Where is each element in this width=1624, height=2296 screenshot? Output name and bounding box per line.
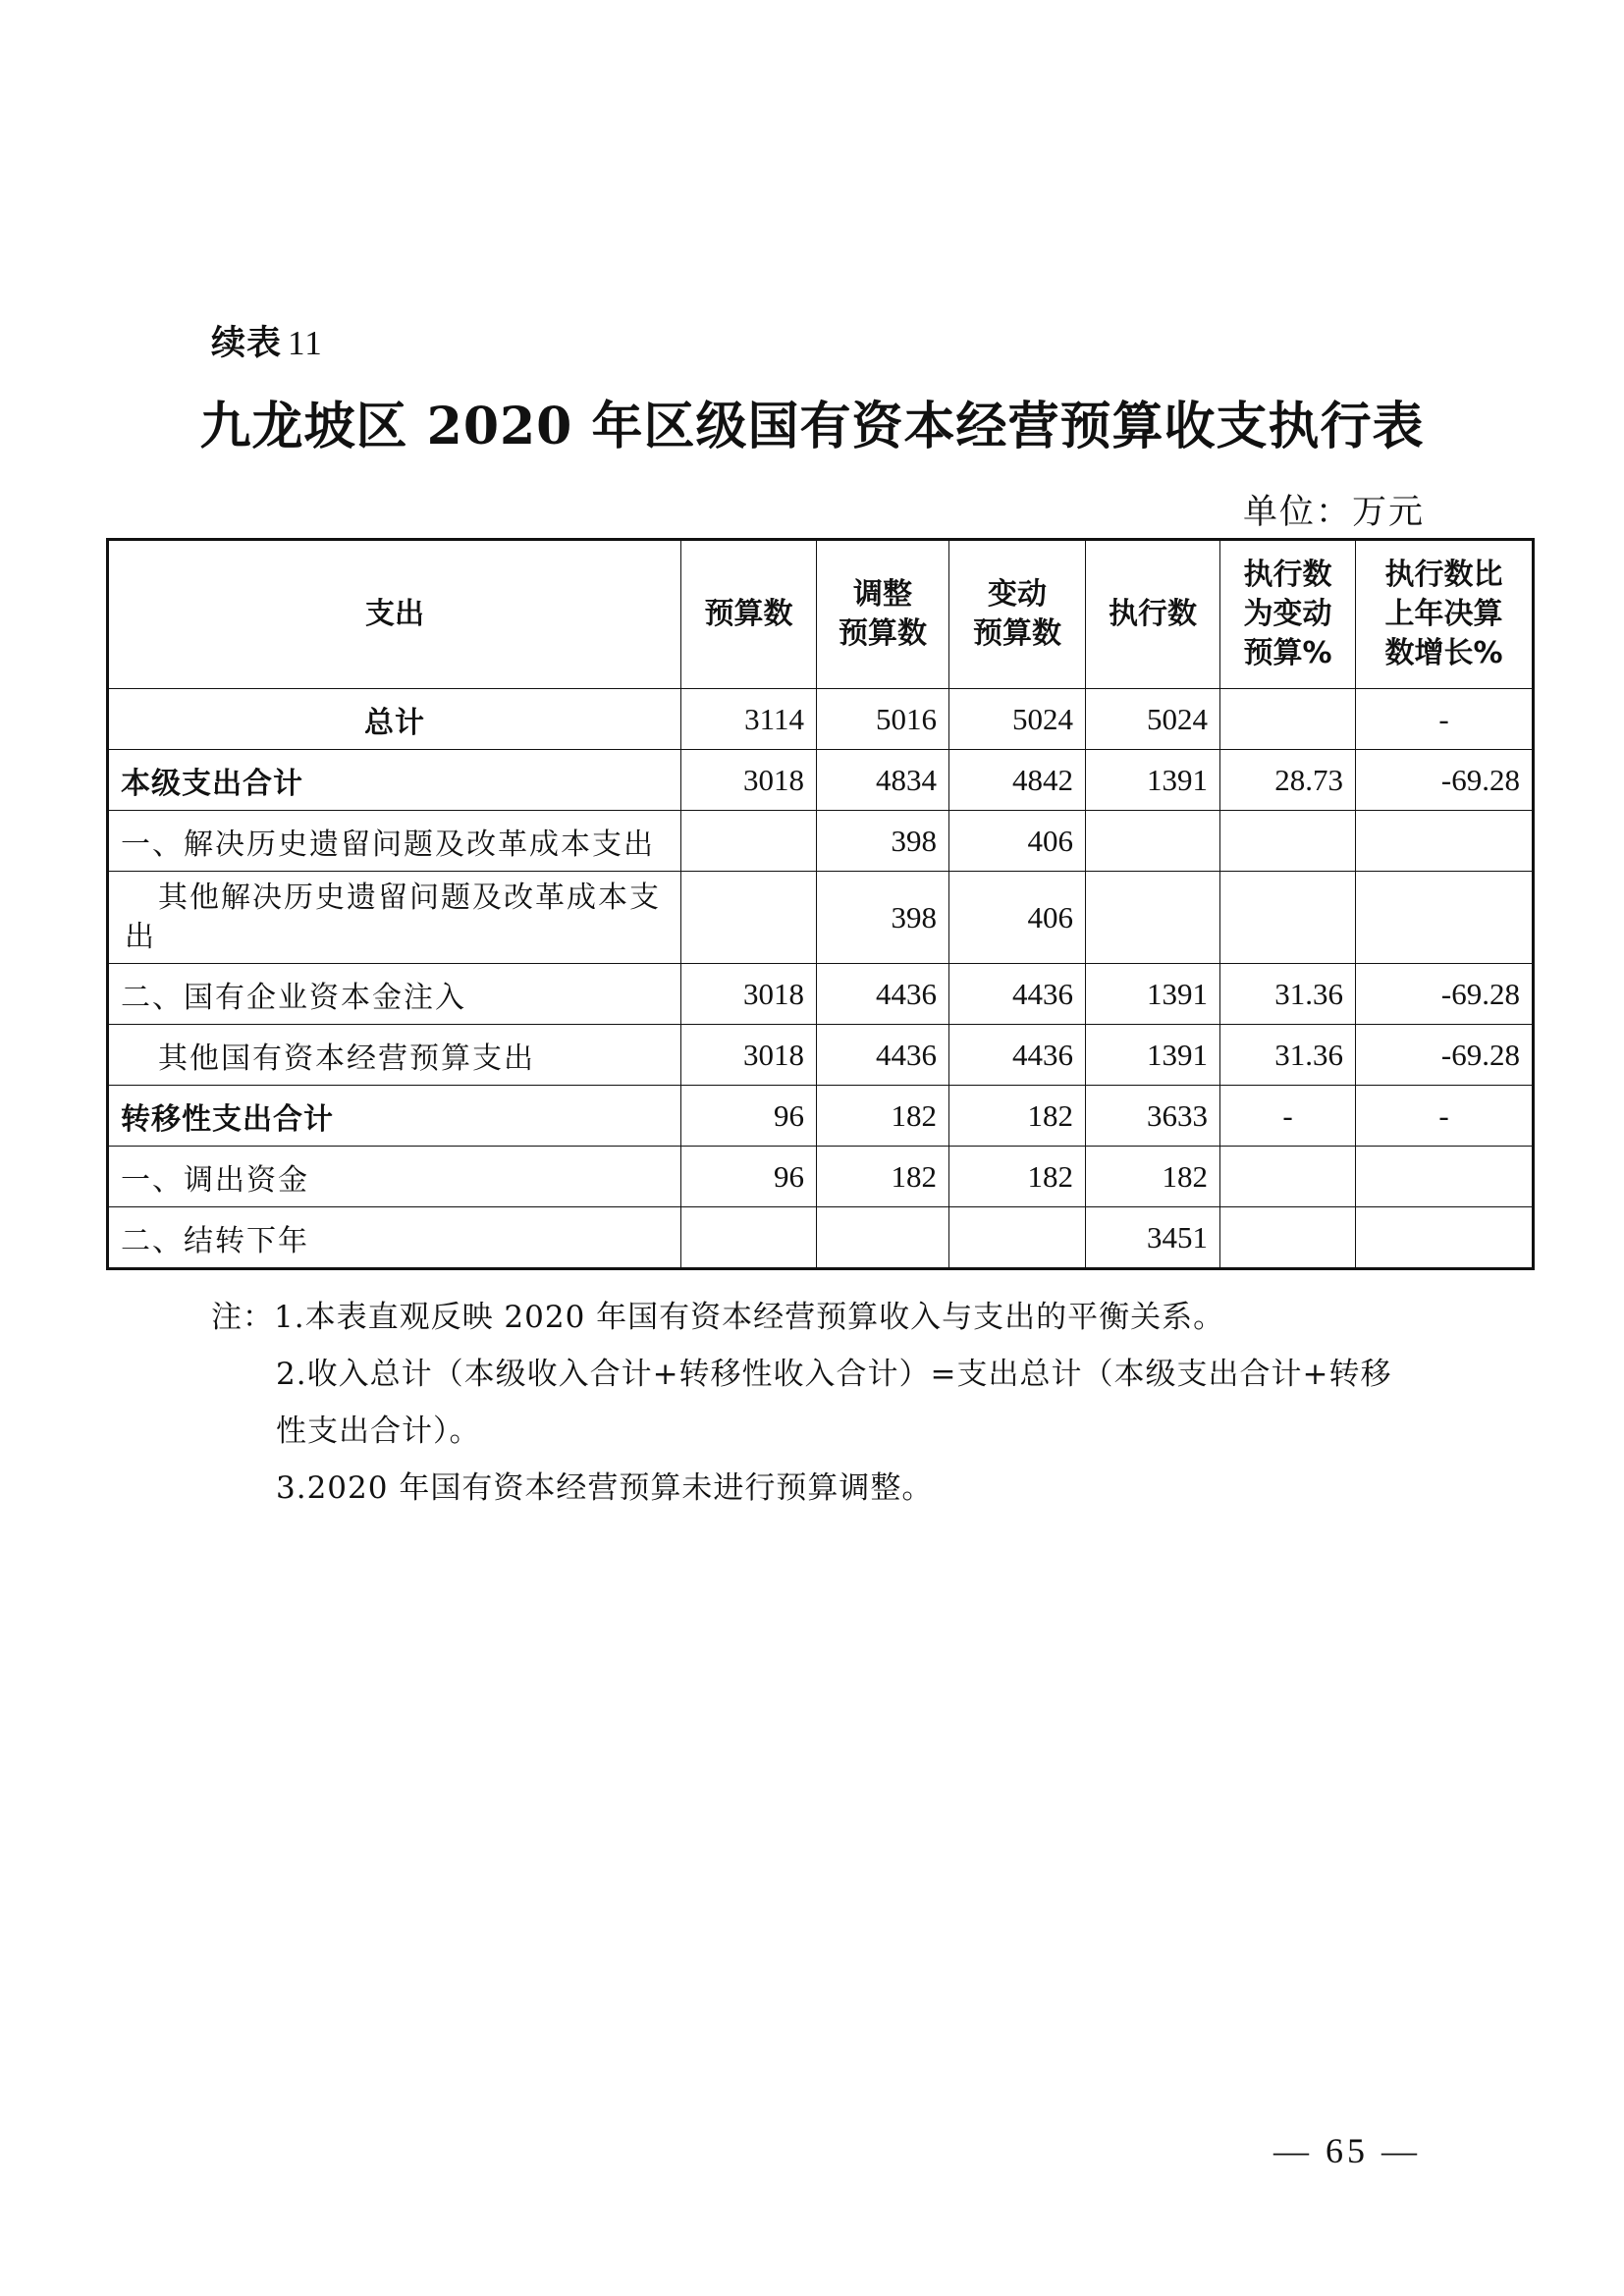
cell-executed: 1391 xyxy=(1086,1025,1220,1086)
cell-growth xyxy=(1356,811,1534,872)
cell-changed xyxy=(949,1207,1086,1269)
cell-pct xyxy=(1220,1147,1356,1207)
cell-executed: 5024 xyxy=(1086,689,1220,750)
col-header-name: 支出 xyxy=(108,540,681,689)
cell-budget: 96 xyxy=(681,1147,817,1207)
cell-executed: 3633 xyxy=(1086,1086,1220,1147)
table-row-total xyxy=(108,689,1534,750)
table-row xyxy=(108,1147,1534,1207)
cell-growth: - xyxy=(1356,1086,1534,1147)
cell-adjusted xyxy=(817,1207,949,1269)
table-row xyxy=(108,964,1534,1025)
cell-adjusted: 398 xyxy=(817,872,949,964)
note-line-2: 2.收入总计（本级收入合计+转移性收入合计）=支出总计（本级支出合计+转移 xyxy=(276,1357,1392,1392)
row-name: 本级支出合计 xyxy=(108,750,681,811)
cell-changed: 4436 xyxy=(949,964,1086,1025)
cell-growth: -69.28 xyxy=(1356,750,1534,811)
cell-executed: 3451 xyxy=(1086,1207,1220,1269)
cell-budget xyxy=(681,872,817,964)
cell-pct: 31.36 xyxy=(1220,1025,1356,1086)
table-row xyxy=(108,1025,1534,1086)
table-notes xyxy=(211,1289,1392,1517)
continued-table-prefix: 续表 xyxy=(211,324,283,363)
cell-growth xyxy=(1356,1147,1534,1207)
row-name: 其他解决历史遗留问题及改革成本支出 xyxy=(108,872,681,964)
cell-adjusted: 4436 xyxy=(817,964,949,1025)
cell-changed: 182 xyxy=(949,1147,1086,1207)
cell-budget xyxy=(681,811,817,872)
cell-changed: 406 xyxy=(949,872,1086,964)
cell-changed: 406 xyxy=(949,811,1086,872)
row-name: 总计 xyxy=(108,689,681,750)
cell-adjusted: 182 xyxy=(817,1086,949,1147)
cell-executed: 182 xyxy=(1086,1147,1220,1207)
cell-changed: 4842 xyxy=(949,750,1086,811)
cell-budget: 3114 xyxy=(681,689,817,750)
budget-execution-table xyxy=(106,538,1535,1270)
cell-changed: 4436 xyxy=(949,1025,1086,1086)
row-name: 一、解决历史遗留问题及改革成本支出 xyxy=(108,811,681,872)
col-header-pct: 执行数 为变动 预算% xyxy=(1220,540,1356,689)
cell-pct xyxy=(1220,872,1356,964)
col-header-growth: 执行数比 上年决算 数增长% xyxy=(1356,540,1534,689)
cell-pct xyxy=(1220,811,1356,872)
cell-executed xyxy=(1086,811,1220,872)
cell-pct: - xyxy=(1220,1086,1356,1147)
note-line-3: 性支出合计）。 xyxy=(276,1414,481,1449)
row-name: 二、国有企业资本金注入 xyxy=(108,964,681,1025)
row-name: 其他国有资本经营预算支出 xyxy=(108,1025,681,1086)
cell-pct xyxy=(1220,1207,1356,1269)
cell-adjusted: 4834 xyxy=(817,750,949,811)
row-name: 二、结转下年 xyxy=(108,1207,681,1269)
row-name: 转移性支出合计 xyxy=(108,1086,681,1147)
row-name: 一、调出资金 xyxy=(108,1147,681,1207)
table-row xyxy=(108,811,1534,872)
table-row xyxy=(108,872,1534,964)
cell-adjusted: 398 xyxy=(817,811,949,872)
cell-budget xyxy=(681,1207,817,1269)
cell-pct: 31.36 xyxy=(1220,964,1356,1025)
cell-growth xyxy=(1356,872,1534,964)
cell-changed: 5024 xyxy=(949,689,1086,750)
cell-pct: 28.73 xyxy=(1220,750,1356,811)
cell-growth: -69.28 xyxy=(1356,964,1534,1025)
cell-executed xyxy=(1086,872,1220,964)
cell-budget: 3018 xyxy=(681,750,817,811)
cell-adjusted: 5016 xyxy=(817,689,949,750)
continued-table-label xyxy=(211,316,323,365)
cell-budget: 3018 xyxy=(681,1025,817,1086)
cell-budget: 96 xyxy=(681,1086,817,1147)
col-header-executed: 执行数 xyxy=(1086,540,1220,689)
table-row xyxy=(108,1086,1534,1147)
col-header-changed: 变动 预算数 xyxy=(949,540,1086,689)
page-title: 九龙坡区 2020 年区级国有资本经营预算收支执行表 xyxy=(199,397,1425,456)
continued-table-number: 11 xyxy=(288,324,323,362)
col-header-adjusted: 调整 预算数 xyxy=(817,540,949,689)
table-row xyxy=(108,1207,1534,1269)
cell-budget: 3018 xyxy=(681,964,817,1025)
cell-growth: -69.28 xyxy=(1356,1025,1534,1086)
cell-changed: 182 xyxy=(949,1086,1086,1147)
table-row xyxy=(108,750,1534,811)
cell-pct xyxy=(1220,689,1356,750)
note-line-1: 注：1.本表直观反映 2020 年国有资本经营预算收入与支出的平衡关系。 xyxy=(211,1300,1225,1335)
cell-growth: - xyxy=(1356,689,1534,750)
cell-adjusted: 4436 xyxy=(817,1025,949,1086)
col-header-budget: 预算数 xyxy=(681,540,817,689)
table-header-row xyxy=(108,540,1534,689)
cell-adjusted: 182 xyxy=(817,1147,949,1207)
note-line-4: 3.2020 年国有资本经营预算未进行预算调整。 xyxy=(276,1470,934,1506)
cell-executed: 1391 xyxy=(1086,964,1220,1025)
unit-label: 单位：万元 xyxy=(1242,493,1425,532)
page-number: — 65 — xyxy=(1273,2131,1421,2170)
cell-executed: 1391 xyxy=(1086,750,1220,811)
cell-growth xyxy=(1356,1207,1534,1269)
